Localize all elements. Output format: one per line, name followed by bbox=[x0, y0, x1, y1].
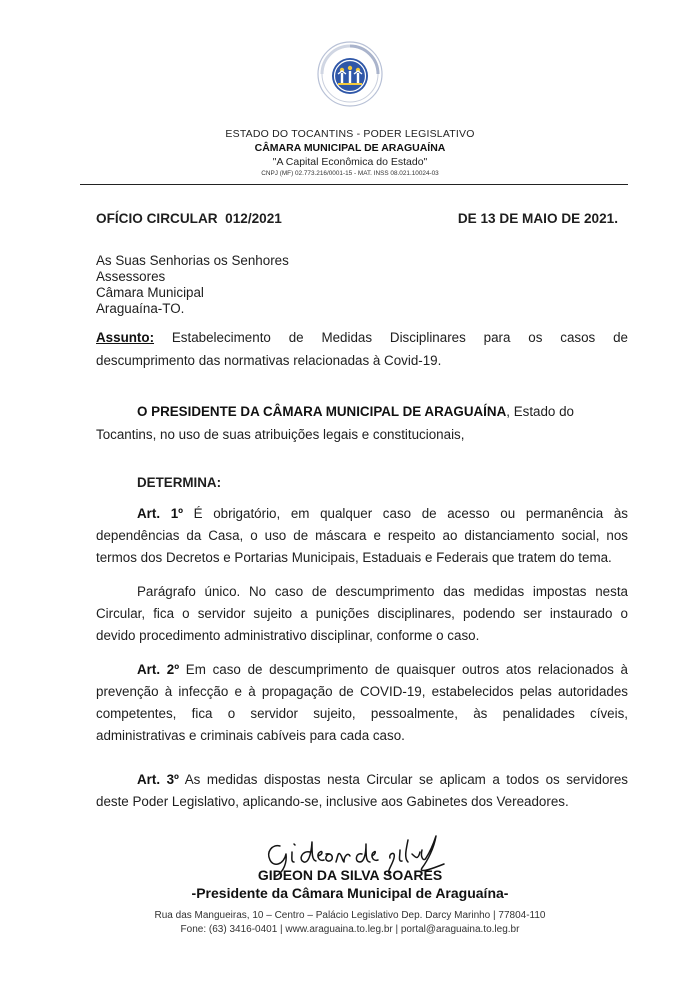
header-registration: CNPJ (MF) 02.773.216/0001-15 - MAT. INSS 08.021.10024-03 bbox=[261, 170, 439, 177]
paragrafo-unico bbox=[96, 581, 628, 647]
article-1 bbox=[96, 503, 628, 569]
paragraph-line: Circular, fica o servidor sujeito a punições disciplinares, podendo ser instaurado o bbox=[96, 606, 628, 621]
header-state: ESTADO DO TOCANTINS - PODER LEGISLATIVO bbox=[225, 128, 475, 140]
article-label: Art. 3º bbox=[137, 772, 179, 787]
preamble-bold: O PRESIDENTE DA CÂMARA MUNICIPAL DE ARAGUAÍNA bbox=[137, 404, 507, 419]
addressee-line: Câmara Municipal bbox=[96, 285, 204, 300]
header-chamber: CÂMARA MUNICIPAL DE ARAGUAÍNA bbox=[254, 142, 446, 154]
subject-line bbox=[96, 329, 628, 346]
article-line: competentes, fica o servidor sujeito, pessoalmente, às penalidades cíveis, bbox=[96, 706, 628, 721]
addressee-line: Assessores bbox=[96, 269, 166, 284]
subject-line: descumprimento das normativas relacionadas à Covid-19. bbox=[96, 353, 442, 368]
header-slogan: "A Capital Econômica do Estado" bbox=[272, 156, 428, 168]
footer-contact: Fone: (63) 3416-0401 | www.araguaina.to.leg.br | portal@araguaina.to.leg.br bbox=[180, 924, 520, 935]
addressee-line: As Suas Senhorias os Senhores bbox=[96, 253, 289, 268]
footer-address: Rua das Mangueiras, 10 – Centro – Palácio Legislativo Dep. Darcy Marinho | 77804-110 bbox=[154, 910, 546, 921]
preamble-line bbox=[137, 403, 628, 420]
paragraph-line: Parágrafo único. No caso de descumprimento das medidas impostas nesta bbox=[137, 584, 628, 599]
article-line bbox=[96, 659, 628, 681]
signatory-role: -Presidente da Câmara Municipal de Araguaína- bbox=[191, 885, 509, 901]
article-text: É obrigatório, em qualquer caso de acesso ou permanência às bbox=[183, 506, 628, 521]
article-line: prevenção à infecção e à propagação de COVID-19, estabelecidos pelas autoridades bbox=[96, 684, 628, 699]
chamber-logo-icon bbox=[316, 40, 384, 108]
article-line: administrativas e criminais cabíveis para cada caso. bbox=[96, 728, 405, 743]
determina-heading: DETERMINA: bbox=[137, 475, 222, 490]
article-label: Art. 1º bbox=[137, 506, 184, 521]
header-divider bbox=[80, 184, 628, 185]
article-text: As medidas dispostas nesta Circular se aplicam a todos os servidores bbox=[178, 772, 628, 787]
article-line: deste Poder Legislativo, aplicando-se, inclusive aos Gabinetes dos Vereadores. bbox=[96, 794, 569, 809]
article-text: Em caso de descumprimento de quaisquer outros atos relacionados à bbox=[179, 662, 628, 677]
signatory-name: GIDEON DA SILVA SOARES bbox=[257, 867, 443, 883]
preamble-line: Tocantins, no uso de suas atribuições legais e constitucionais, bbox=[96, 427, 465, 442]
addressee-line: Araguaína-TO. bbox=[96, 301, 185, 316]
preamble-text: , Estado do bbox=[506, 404, 574, 419]
document-number: OFÍCIO CIRCULAR 012/2021 bbox=[96, 211, 282, 226]
article-line: dependências da Casa, o uso de máscara e respeito ao distanciamento social, nos bbox=[96, 528, 628, 543]
article-line bbox=[96, 503, 628, 525]
article-line bbox=[96, 769, 628, 791]
paragraph-line: devido procedimento administrativo disciplinar, conforme o caso. bbox=[96, 628, 480, 643]
document-date: DE 13 DE MAIO DE 2021. bbox=[457, 211, 618, 226]
article-3 bbox=[96, 769, 628, 813]
subject-text: Estabelecimento de Medidas Disciplinares para os casos de bbox=[154, 330, 628, 345]
article-2 bbox=[96, 659, 628, 747]
article-line: termos dos Decretos e Portarias Municipais, Estaduais e Federais que tratem do tema. bbox=[96, 550, 612, 565]
subject-label: Assunto: bbox=[96, 330, 155, 345]
article-label: Art. 2º bbox=[137, 662, 180, 677]
